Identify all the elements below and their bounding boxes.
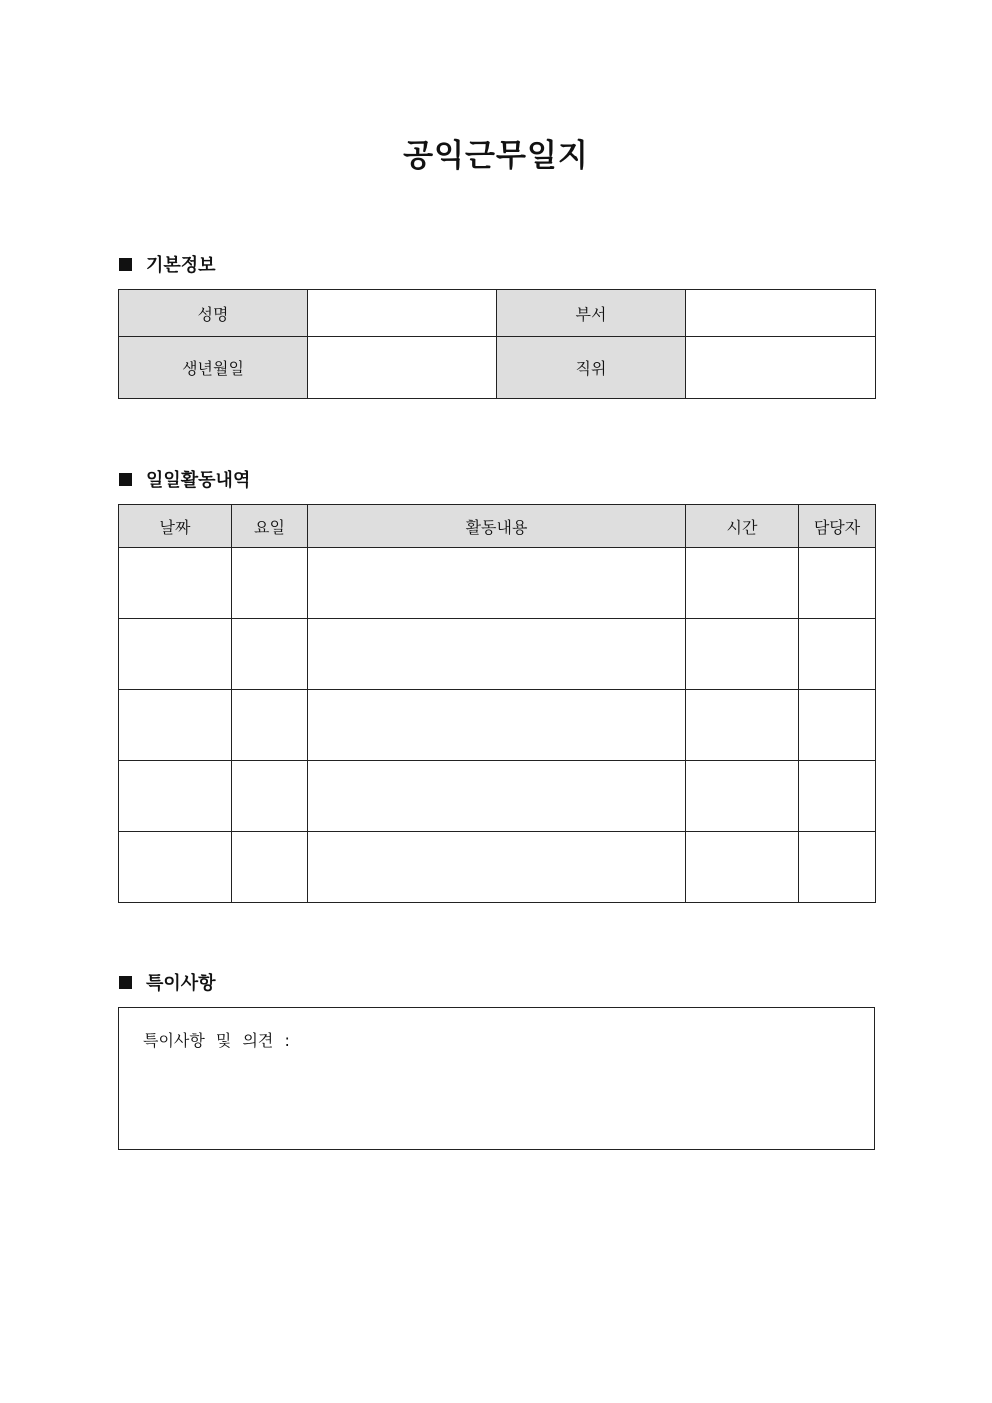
table-row: [119, 619, 876, 690]
remarks-heading-text: 특이사항: [146, 973, 216, 994]
weekday-cell[interactable]: [232, 761, 308, 832]
birthdate-field[interactable]: [308, 337, 497, 399]
date-cell[interactable]: [119, 832, 232, 903]
square-bullet-icon: [119, 258, 132, 271]
basic-info-row: [119, 290, 876, 337]
time-cell[interactable]: [686, 832, 799, 903]
manager-cell[interactable]: [799, 761, 876, 832]
table-row: [119, 690, 876, 761]
position-field[interactable]: [686, 337, 876, 399]
remarks-heading: [119, 969, 216, 995]
activity-cell[interactable]: [308, 761, 686, 832]
daily-activities-heading-text: 일일활동내역: [146, 470, 251, 491]
table-row: [119, 832, 876, 903]
column-header-time: 시간: [686, 505, 799, 548]
square-bullet-icon: [119, 473, 132, 486]
time-cell[interactable]: [686, 761, 799, 832]
activity-cell[interactable]: [308, 832, 686, 903]
weekday-cell[interactable]: [232, 832, 308, 903]
time-cell[interactable]: [686, 690, 799, 761]
square-bullet-icon: [119, 976, 132, 989]
column-header-date: 날짜: [119, 505, 232, 548]
manager-cell[interactable]: [799, 548, 876, 619]
date-cell[interactable]: [119, 761, 232, 832]
manager-cell[interactable]: [799, 690, 876, 761]
weekday-cell[interactable]: [232, 619, 308, 690]
activity-cell[interactable]: [308, 619, 686, 690]
column-header-weekday: 요일: [232, 505, 308, 548]
table-row: [119, 761, 876, 832]
page-title: 공익근무일지: [403, 138, 589, 174]
department-field[interactable]: [686, 290, 876, 337]
date-cell[interactable]: [119, 619, 232, 690]
department-label: 부서: [497, 290, 686, 337]
name-label: 성명: [119, 290, 308, 337]
column-header-manager: 담당자: [799, 505, 876, 548]
basic-info-row: [119, 337, 876, 399]
table-header-row: [119, 505, 876, 548]
remarks-label: 특이사항 및 의견 :: [143, 1031, 290, 1050]
activity-cell[interactable]: [308, 548, 686, 619]
activity-cell[interactable]: [308, 690, 686, 761]
table-row: [119, 548, 876, 619]
time-cell[interactable]: [686, 548, 799, 619]
weekday-cell[interactable]: [232, 548, 308, 619]
basic-info-heading: [119, 251, 216, 277]
basic-info-table: [118, 289, 876, 399]
date-cell[interactable]: [119, 548, 232, 619]
birthdate-label: 생년월일: [119, 337, 308, 399]
remarks-box[interactable]: [118, 1007, 875, 1150]
date-cell[interactable]: [119, 690, 232, 761]
weekday-cell[interactable]: [232, 690, 308, 761]
column-header-activity: 활동내용: [308, 505, 686, 548]
daily-activities-heading: [119, 466, 250, 492]
manager-cell[interactable]: [799, 619, 876, 690]
name-field[interactable]: [308, 290, 497, 337]
daily-activities-table: [118, 504, 876, 903]
position-label: 직위: [497, 337, 686, 399]
basic-info-heading-text: 기본정보: [146, 255, 216, 276]
time-cell[interactable]: [686, 619, 799, 690]
manager-cell[interactable]: [799, 832, 876, 903]
